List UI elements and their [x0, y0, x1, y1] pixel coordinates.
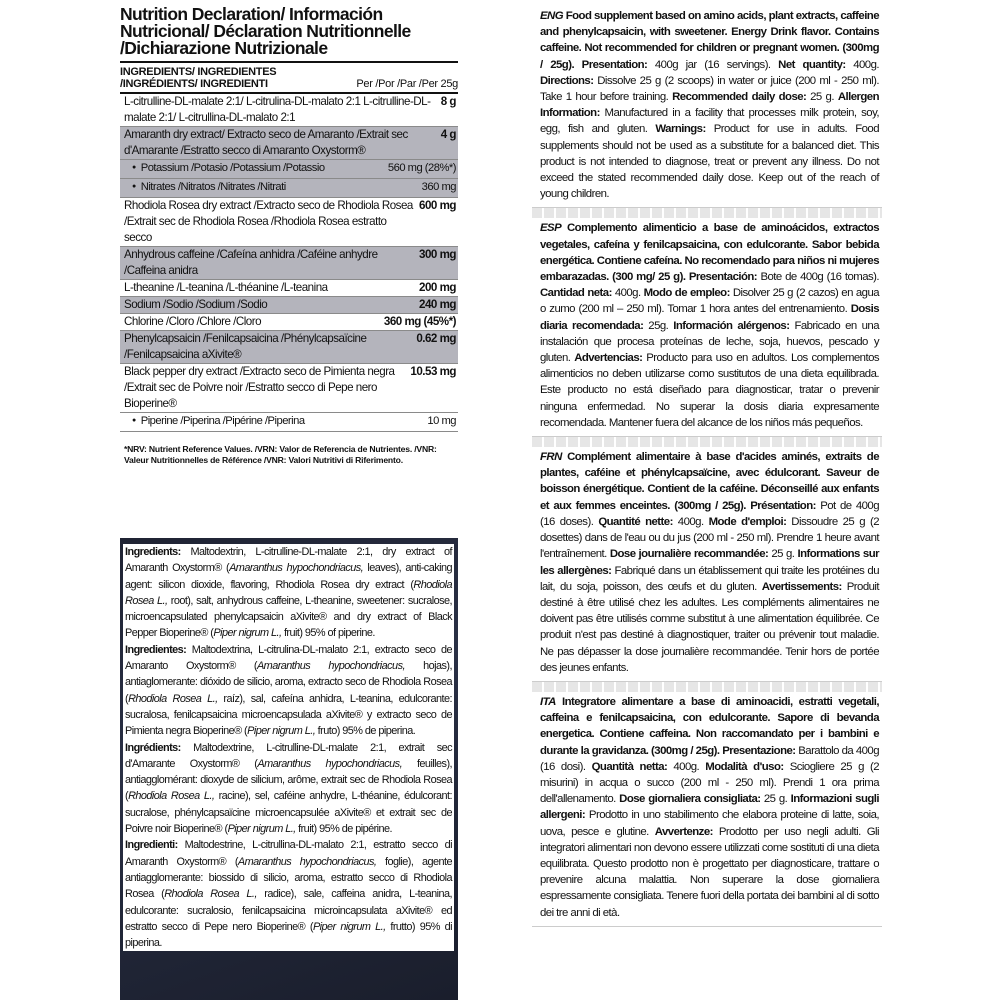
- ingredients-panel: [120, 538, 458, 1000]
- header-per: Per /Por /Par /Per 25g: [356, 78, 458, 90]
- table-row: Phenylcapsaicin /Fenilcapsaicina /Phénylcapsaïcine /Fenilcapsaicina aXivite® 0.62 mg: [120, 331, 458, 364]
- ingredients-it: Ingredienti: Maltodestrine, L-citrullina-DL-malato 2:1, estratto secco di Amaranth Oxystorm® (Amaranthus hypochondriacus, foglie), agente antiagglomerante: biossido di silicio, aroma, estratto secco di Rhodiola Rosea (Rhodiola Rosea L., radice), sale, caffeina anidra, L-teanina, edulcorante: sucralosio, fenilcapsaicina microincapsulata aXivite® ed estratto secco di Pepe nero Bioperine® (Piper nigrum L., frutto) 95% di piperina.: [125, 839, 453, 950]
- ingredients-en: Ingredients: Maltodextrin, L-citrulline-DL-malate 2:1, dry extract of Amaranth Oxystorm® (Amaranthus hypochondriacus, leaves), anti-caking agent: silicon dioxide, flavoring, Rhodiola Rosea dry extract (Rhodiola Rosea L., root), salt, anhydrous caffeine, L-theanine, sweetener: sucralose, microencapsulated phenylcapsaicin aXivite® and dry extract of Black Pepper Bioperine® (Piper nigrum L., fruit) 95% of piperine.: [125, 546, 452, 640]
- header-label: INGREDIENTS/ INGREDIENTES /INGRÉDIENTS/ INGREDIENTI: [120, 66, 277, 90]
- lang-block-eng: ENG Food supplement based on amino acids, plant extracts, caffeine and phenylcapsaicin, with sweetener. Energy Drink flavor. Contains caffeine. Not recommended for children or pregnant women. (300mg / 25g). Presentation: 400g jar (16 servings). Net quantity: 400g. Directions: Dissolve 25 g (2 scoops) in water or juice (200 ml - 250 ml). Take 1 hour before training. Recommended daily dose: 25 g. Allergen Information: Manufactured in a facility that processes milk protein, soy, egg, fish and gluten. Warnings: Product for use in adults. Food supplements should not be used as a substitute for a balanced diet. This product is not intended to diagnose, treat or prevent any illness. Do not exceed the stated recommended daily dose. Keep out of the reach of young children.: [532, 6, 882, 208]
- nutrition-title: Nutrition Declaration/ Información Nutricional/ Déclaration Nutritionnelle /Dichiarazione Nutrizionale: [120, 6, 458, 63]
- table-row: Amaranth dry extract/ Extracto seco de Amaranto /Extrait sec d'Amarante /Estratto secco di Amaranto Oxystorm® 4 g: [120, 127, 458, 160]
- language-panels: [532, 6, 882, 927]
- nrv-footnote: *NRV: Nutrient Reference Values. /VRN: Valor de Referencia de Nutrientes. /VNR: Valeur Nutritionnelles de Référence /VNR: Valori Nutritivi di Riferimento.: [124, 444, 437, 465]
- table-header: [120, 63, 458, 94]
- table-row: Anhydrous caffeine /Cafeína anhidra /Caféine anhydre /Caffeina anidra 300 mg: [120, 247, 458, 280]
- table-row: Chlorine /Cloro /Chlore /Cloro 360 mg (45%*): [120, 314, 458, 331]
- nutrition-panel: [120, 6, 458, 465]
- ingredients-text: [123, 544, 454, 951]
- table-row: Sodium /Sodio /Sodium /Sodio 240 mg: [120, 297, 458, 314]
- table-row: Black pepper dry extract /Extracto seco de Pimienta negra /Extrait sec de Poivre noir /Estratto secco di Pepe nero Bioperine® 10.53 mg: [120, 364, 458, 413]
- lang-block-frn: FRN Complément alimentaire à base d'acides aminés, extraits de plantes, caféine et phénylcapsaïcine, avec édulcorant. Saveur de boisson énergétique. Contient de la caféine. Déconseillé aux enfants et aux femmes enceintes. (300mg / 25g). Présentation: Pot de 400g (16 doses). Quantité nette: 400g. Mode d'emploi: Dissoudre 25 g (2 dosettes) dans de l'eau ou du jus (200 ml - 250 ml). Prendre 1 heure avant l'entraînement. Dose journalière recommandée: 25 g. Informations sur les allergènes: Fabriqué dans un établissement qui traite les protéines du lait, du soja, poisson, des œufs et du gluten. Avertissements: Produit destiné à être utilisé chez les adultes. Les compléments alimentaires ne doivent pas être utilisés comme substitut à une alimentation équilibrée. Ce produit n'est pas destiné à diagnostiquer, traiter ou prévenir tout maladie. Ne pas dépasser la dose journalière recommandée. Tenir hors de portée des jeunes enfants.: [532, 447, 882, 682]
- divider: [532, 437, 882, 447]
- divider: [532, 682, 882, 692]
- table-row: L-citrulline-DL-malate 2:1/ L-citrulina-DL-malato 2:1 L-citrulline-DL-malate 2:1/ L-citrullina-DL-malato 2:1 8 g: [120, 94, 458, 127]
- lang-block-ita: ITA Integratore alimentare a base di aminoacidi, estratti vegetali, caffeina e fenilcapsaicina, con edulcorante. Sapore di bevanda energetica. Contiene caffeina. Non raccomandato per i bambini e durante la gravidanza. (300mg / 25g). Presentazione: Barattolo da 400g (16 dosi). Quantità netta: 400g. Modalità d'uso: Sciogliere 25 g (2 misurini) in acqua o succo (200 ml - 250 ml). Prendi 1 ora prima dell'allenamento. Dose giornaliera consigliata: 25 g. Informazioni sugli allergeni: Prodotto in uno stabilimento che elabora proteine di latte, soia, uova, pesce e glutine. Avvertenze: Prodotto per uso negli adulti. Gli integratori alimentari non devono essere utilizzati come sostituti di una dieta equilibrata. Questo prodotto non è progettato per diagnosticare, trattare o prevenire alcuna malattia. Non superare la dose giornaliera espressamente consigliata. Tenere fuori della portata dei bambini al di sotto dei tre anni di età.: [532, 692, 882, 927]
- ingredients-es: Ingredientes: Maltodextrina, L-citrulina-DL-malato 2:1, extracto seco de Amaranto Oxystorm® (Amaranthus hypochondriacus, hojas), antiaglomerante: dióxido de silicio, aroma, extracto seco de Rhodiola Rosea (Rhodiola Rosea L., raíz), sal, cafeína anhidra, L-teanina, edulcorante: sucralosa, fenilcapsaicina microencapsulada aXivite® y extracto seco de Pimienta negra Bioperine® (Piper nigrum L., fruto) 95% de piperina.: [125, 643, 452, 738]
- table-row: L-theanine /L-teanina /L-théanine /L-teanina 200 mg: [120, 280, 458, 297]
- ingredients-fr: Ingrédients: Maltodextrine, L-citrulline-DL-malate 2:1, extrait sec d'Amarante Oxystorm® (Amaranthus hypochondriacus, feuilles), antiagglomérant: dioxyde de silicium, arôme, extrait sec de Rhodiola Rosea (Rhodiola Rosea L., racine), sel, caféine anhydre, L-théanine, édulcorant: sucralose, phénylcapsaïcine microencapsulée aXivite® et extrait sec de Poivre noir Bioperine® (Piper nigrum L., fruit) 95% de pipérine.: [125, 741, 453, 836]
- lang-block-esp: ESP Complemento alimenticio a base de aminoácidos, extractos vegetales, cafeína y fenilcapsaicina, con edulcorante. Sabor bebida energética. Contiene cafeína. No recomendado para niños ni mujeres embarazadas. (300 mg/ 25 g). Presentación: Bote de 400g (16 tomas). Cantidad neta: 400g. Modo de empleo: Disolver 25 g (2 cazos) en agua o zumo (200 ml – 250 ml). Tomar 1 hora antes del entrenamiento. Dosis diaria recomendada: 25g. Información alérgenos: Fabricado en una instalación que procesa proteínas de leche, soja, huevos, pescado y gluten. Advertencias: Producto para uso en adultos. Los complementos alimenticios no deben utilizarse como sustitutos de una dieta equilibrada. Este producto no está diseñado para diagnosticar, tratar o prevenir ninguna enfermedad. No superar la dosis diaria expresamente recomendada. Mantener fuera del alcance de los niños más pequeños.: [532, 218, 882, 437]
- divider: [532, 208, 882, 218]
- table-row: Rhodiola Rosea dry extract /Extracto seco de Rhodiola Rosea /Extrait sec de Rhodiola Rosea /Rhodiola Rosea estratto secco 600 mg: [120, 198, 458, 247]
- table-row: ● Nitrates /Nitratos /Nitrates /Nitrati 360 mg: [120, 179, 458, 198]
- table-row: ● Potassium /Potasio /Potassium /Potassio 560 mg (28%*): [120, 160, 458, 179]
- table-row: ● Piperine /Piperina /Pipérine /Piperina 10 mg: [120, 413, 458, 432]
